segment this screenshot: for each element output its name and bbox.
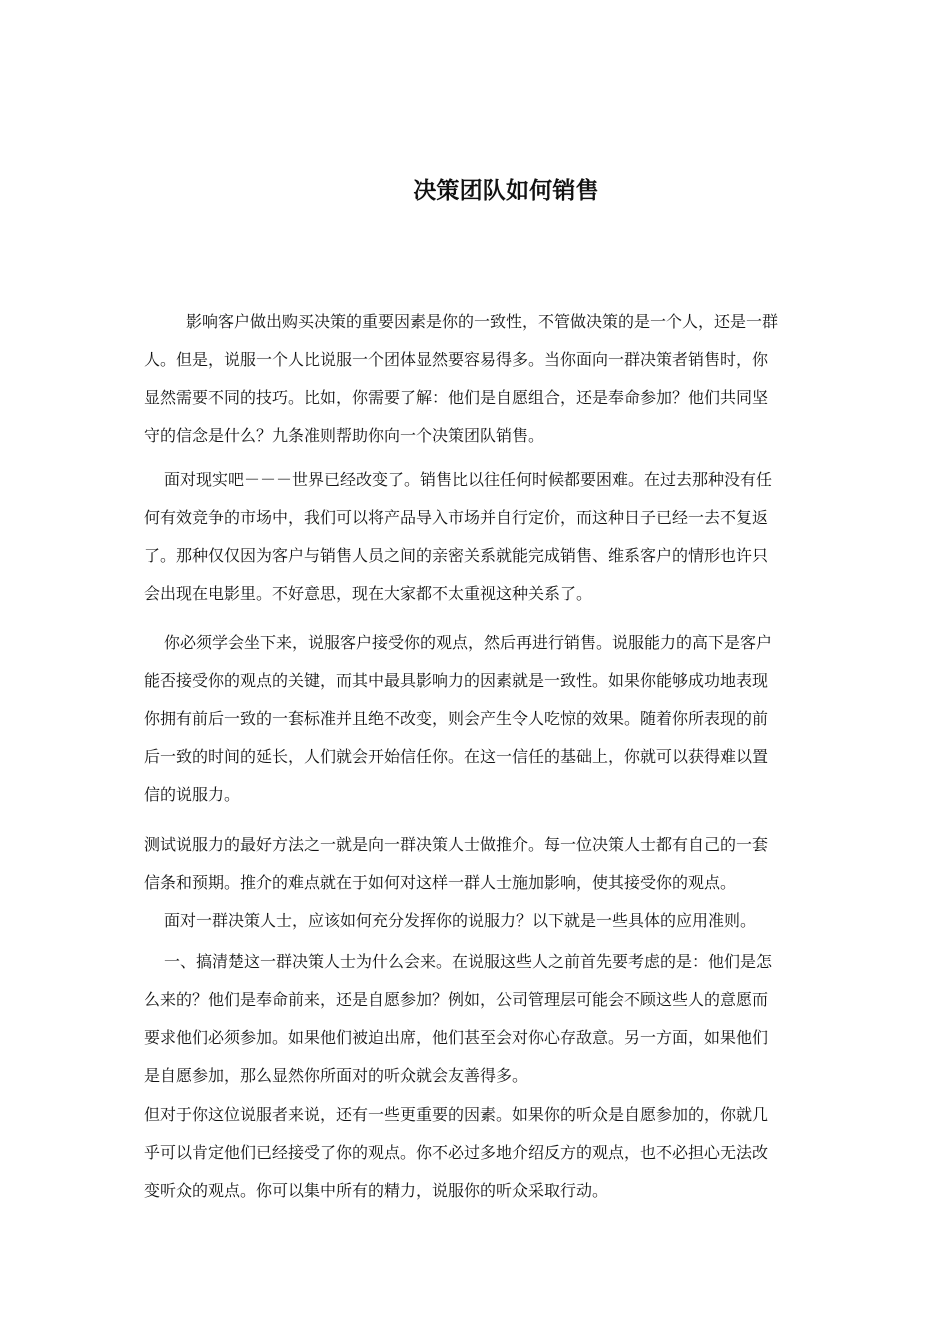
paragraph-2 [144, 461, 806, 613]
paragraph-5 [144, 902, 806, 940]
text-line: 你必须学会坐下来，说服客户接受你的观点，然后再进行销售。说服能力的高下是客户 [164, 633, 773, 652]
text-line: 能否接受你的观点的关键，而其中最具影响力的因素就是一致性。如果你能够成功地表现 [144, 671, 769, 690]
text-line: 你拥有前后一致的一套标准并且绝不改变，则会产生令人吃惊的效果。随着你所表现的前 [144, 709, 769, 728]
document-title: 决策团队如何销售 [413, 177, 599, 204]
text-line: 乎可以肯定他们已经接受了你的观点。你不必过多地介绍反方的观点，也不必担心无法改 [144, 1143, 769, 1162]
text-line: 面对现实吧－－－世界已经改变了。销售比以往任何时候都要困难。在过去那种没有任 [164, 470, 773, 489]
text-line: 信条和预期。推介的难点就在于如何对这样一群人士施加影响，使其接受你的观点。 [144, 873, 737, 892]
text-line: 要求他们必须参加。如果他们被迫出席，他们甚至会对你心存敌意。另一方面，如果他们 [144, 1028, 769, 1047]
text-line: 后一致的时间的延长，人们就会开始信任你。在这一信任的基础上，你就可以获得难以置 [144, 747, 769, 766]
text-line: 会出现在电影里。不好意思，现在大家都不太重视这种关系了。 [144, 584, 593, 603]
text-line: 但对于你这位说服者来说，还有一些更重要的因素。如果你的听众是自愿参加的，你就几 [144, 1105, 769, 1124]
text-line: 面对一群决策人士，应该如何充分发挥你的说服力？以下就是一些具体的应用准则。 [164, 911, 757, 930]
text-line: 信的说服力。 [144, 785, 241, 804]
text-line: 影响客户做出购买决策的重要因素是你的一致性，不管做决策的是一个人，还是一群 [186, 312, 779, 331]
text-line: 了。那种仅仅因为客户与销售人员之间的亲密关系就能完成销售、维系客户的情形也许只 [144, 546, 769, 565]
paragraph-6 [144, 943, 806, 1095]
paragraph-1 [144, 303, 806, 455]
text-line: 显然需要不同的技巧。比如，你需要了解：他们是自愿组合，还是奉命参加？他们共同坚 [144, 388, 769, 407]
text-line: 是自愿参加，那么显然你所面对的听众就会友善得多。 [144, 1066, 529, 1085]
text-line: 变听众的观点。你可以集中所有的精力，说服你的听众采取行动。 [144, 1181, 609, 1200]
text-line: 一、搞清楚这一群决策人士为什么会来。在说服这些人之前首先要考虑的是：他们是怎 [164, 952, 773, 971]
text-line: 测试说服力的最好方法之一就是向一群决策人士做推介。每一位决策人士都有自己的一套 [144, 835, 769, 854]
text-line: 守的信念是什么？九条准则帮助你向一个决策团队销售。 [144, 426, 545, 445]
paragraph-4 [144, 826, 806, 902]
paragraph-3 [144, 624, 806, 814]
text-line: 么来的？他们是奉命前来，还是自愿参加？例如，公司管理层可能会不顾这些人的意愿而 [144, 990, 769, 1009]
paragraph-7 [144, 1096, 806, 1210]
text-line: 何有效竞争的市场中，我们可以将产品导入市场并自行定价，而这种日子已经一去不复返 [144, 508, 769, 527]
text-line: 人。但是，说服一个人比说服一个团体显然要容易得多。当你面向一群决策者销售时，你 [144, 350, 769, 369]
